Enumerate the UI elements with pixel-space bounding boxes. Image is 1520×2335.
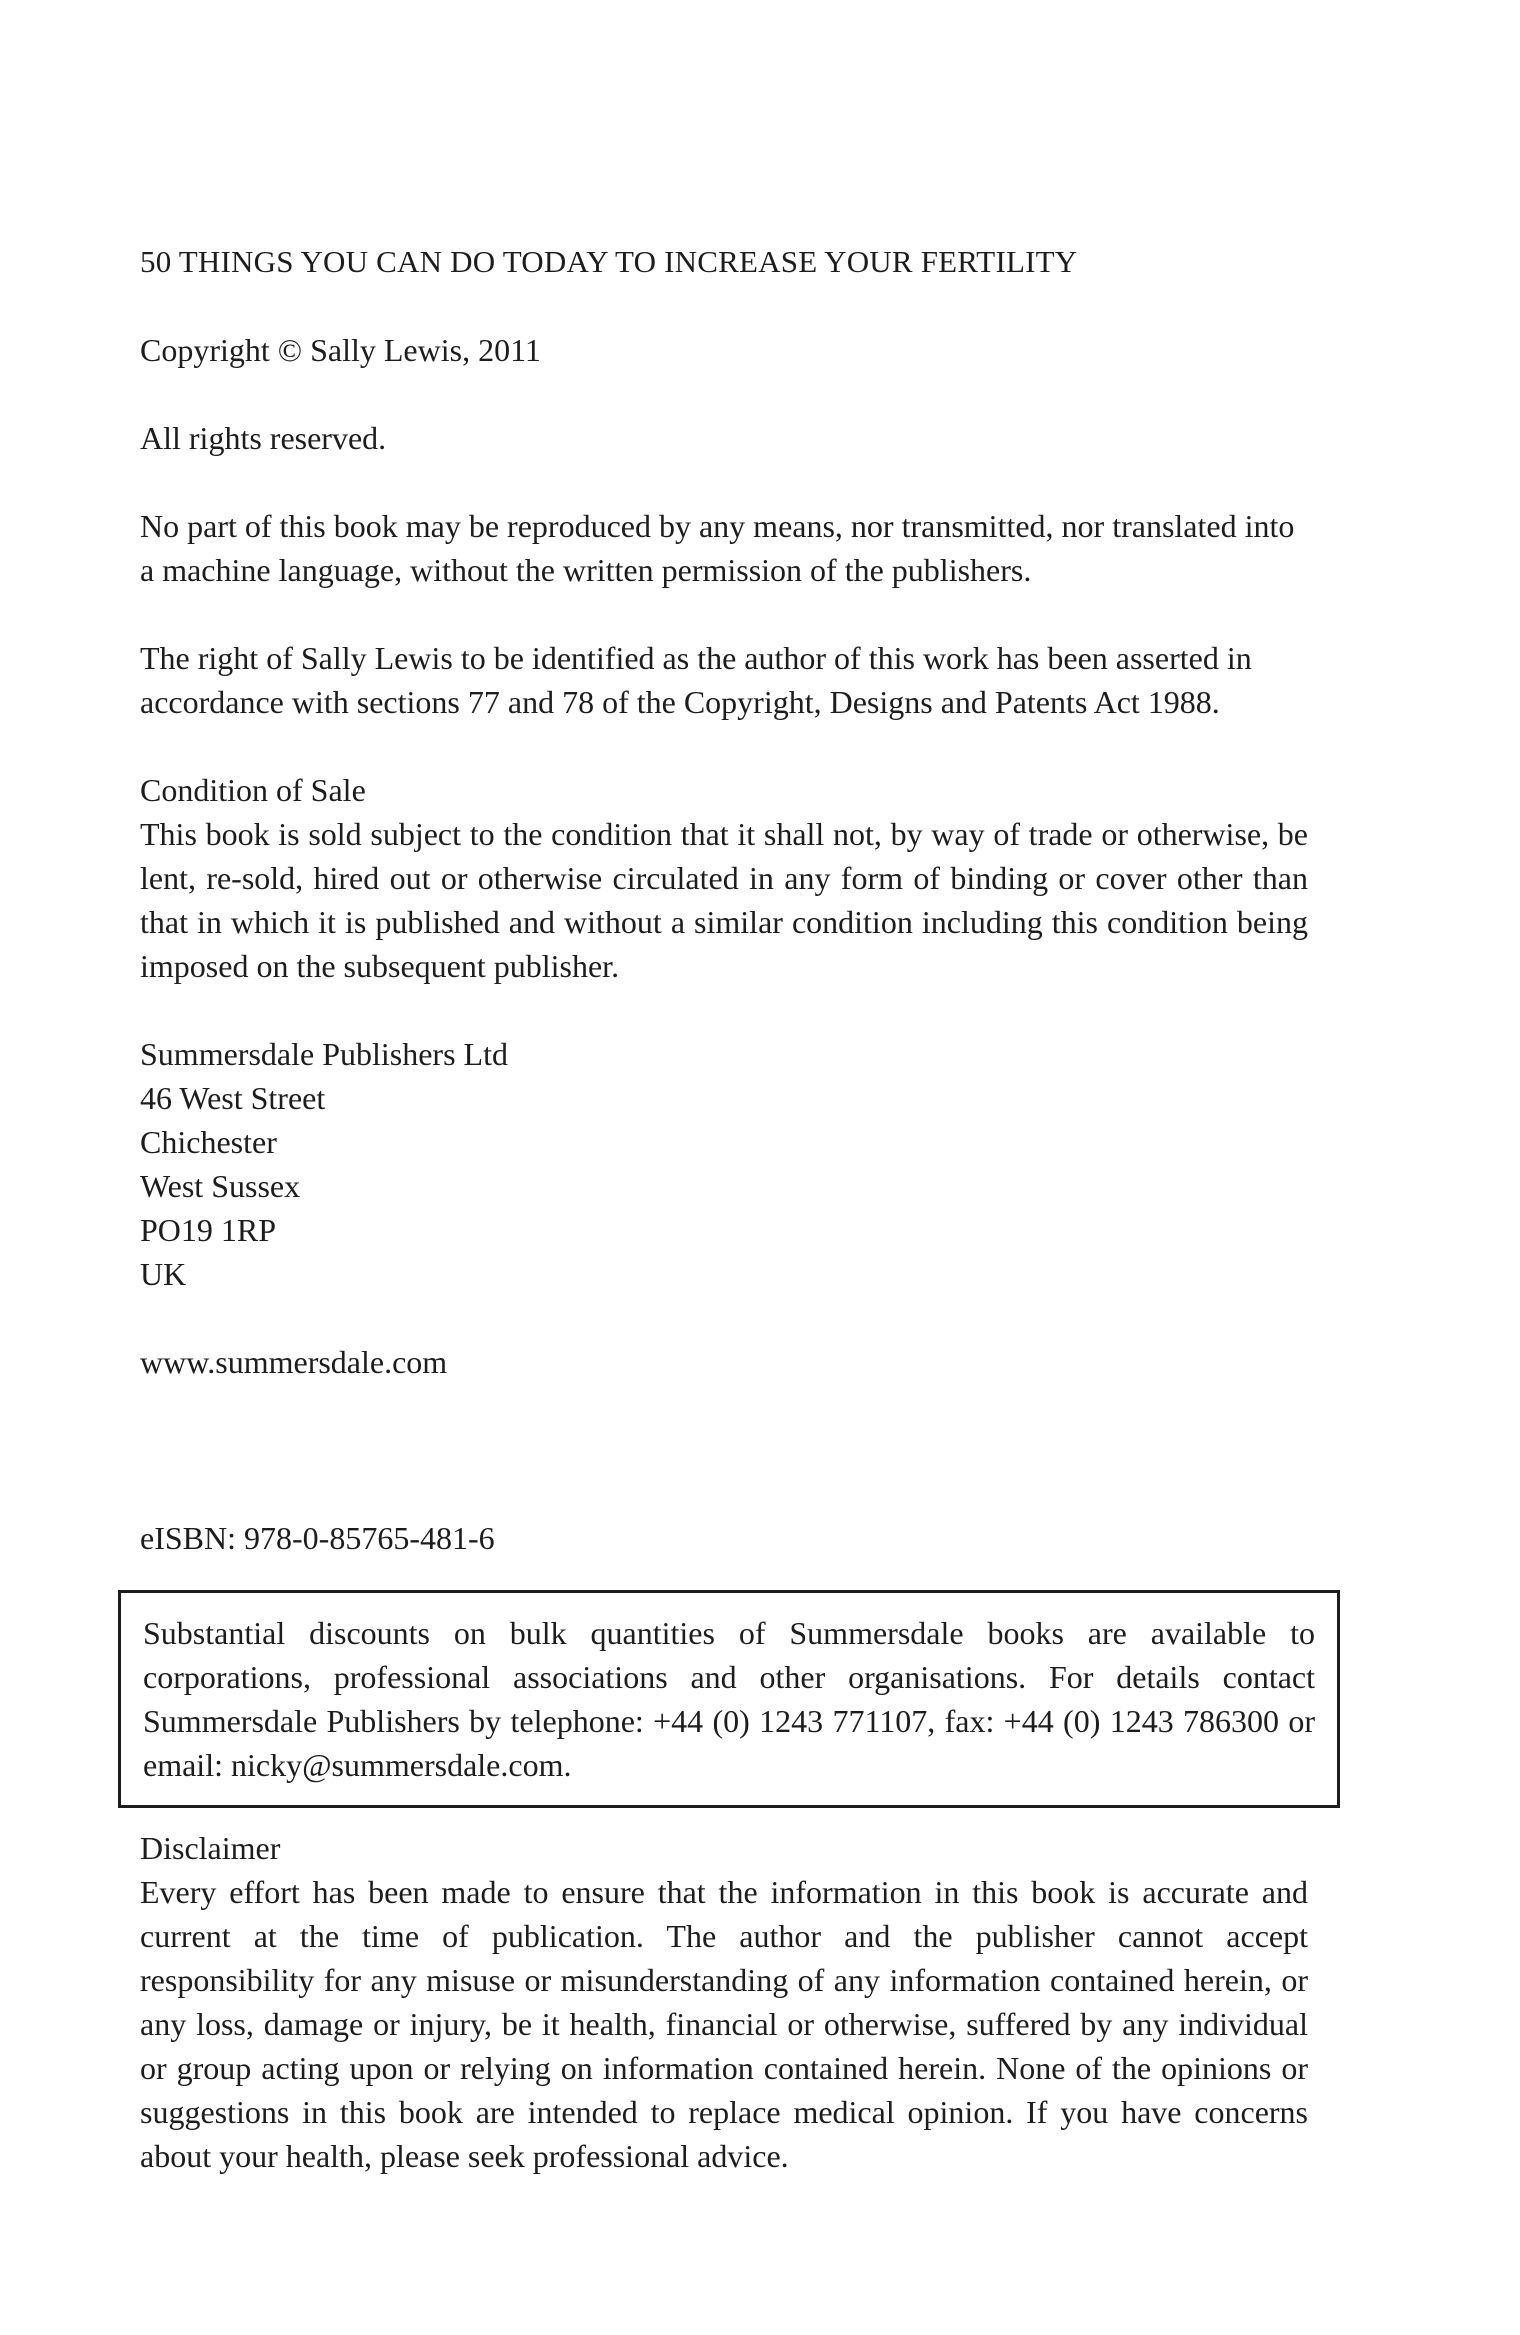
- disclaimer-heading: Disclaimer: [140, 1830, 281, 1866]
- copyright-line: Copyright © Sally Lewis, 2011: [140, 332, 541, 368]
- copyright-content: [140, 240, 1315, 2178]
- bulk-discount-box: [118, 1590, 1340, 1808]
- publisher-county: West Sussex: [140, 1168, 301, 1204]
- isbn: eISBN: 978-0-85765-481-6: [140, 1520, 495, 1556]
- publisher-country: UK: [140, 1256, 187, 1292]
- disclaimer-section: [140, 1826, 1308, 2178]
- publisher-name: Summersdale Publishers Ltd: [140, 1036, 508, 1072]
- book-title: 50 THINGS YOU CAN DO TODAY TO INCREASE YOUR FERTILITY: [140, 244, 1078, 279]
- author-rights-notice: The right of Sally Lewis to be identified as the author of this work has been asserted in accordance with sections 77 and 78 of the Copyright, Designs and Patents Act 1988.: [140, 640, 1252, 720]
- publisher-website[interactable]: www.summersdale.com: [140, 1344, 448, 1380]
- condition-of-sale-heading: Condition of Sale: [140, 772, 366, 808]
- publisher-address: [140, 1032, 1308, 1296]
- rights-statement: All rights reserved.: [140, 420, 387, 456]
- disclaimer-text: Every effort has been made to ensure that the information in this book is accurate and current at the time of publication. The author and the publisher cannot accept responsibility for any misuse or misunderstanding of any information contained herein, or any loss, damage or injury, be it health, financial or otherwise, suffered by any individual or group acting upon or relying on information contained herein. None of the opinions or suggestions in this book are intended to replace medical opinion. If you have concerns about your health, please seek professional advice.: [140, 1874, 1308, 2174]
- reproduction-notice: No part of this book may be reproduced by any means, nor transmitted, nor translated into a machine language, without the written permission of the publishers.: [140, 508, 1295, 588]
- publisher-city: Chichester: [140, 1124, 277, 1160]
- bulk-discount-text: Substantial discounts on bulk quantities of Summersdale books are available to corporations, professional associations and other organisations. For details contact Summersdale Publishers by telephone: +44 (0) 1243 771107, fax: +44 (0) 1243 786300 or email: nicky@summersdale.com.: [143, 1615, 1315, 1783]
- publisher-street: 46 West Street: [140, 1080, 326, 1116]
- condition-of-sale-section: [140, 768, 1308, 988]
- publisher-postcode: PO19 1RP: [140, 1212, 277, 1248]
- condition-of-sale-text: This book is sold subject to the condition that it shall not, by way of trade or otherwise, be lent, re-sold, hired out or otherwise circulated in any form of binding or cover other than that in which it is published and without a similar condition including this condition being imposed on the subsequent publisher.: [140, 816, 1308, 984]
